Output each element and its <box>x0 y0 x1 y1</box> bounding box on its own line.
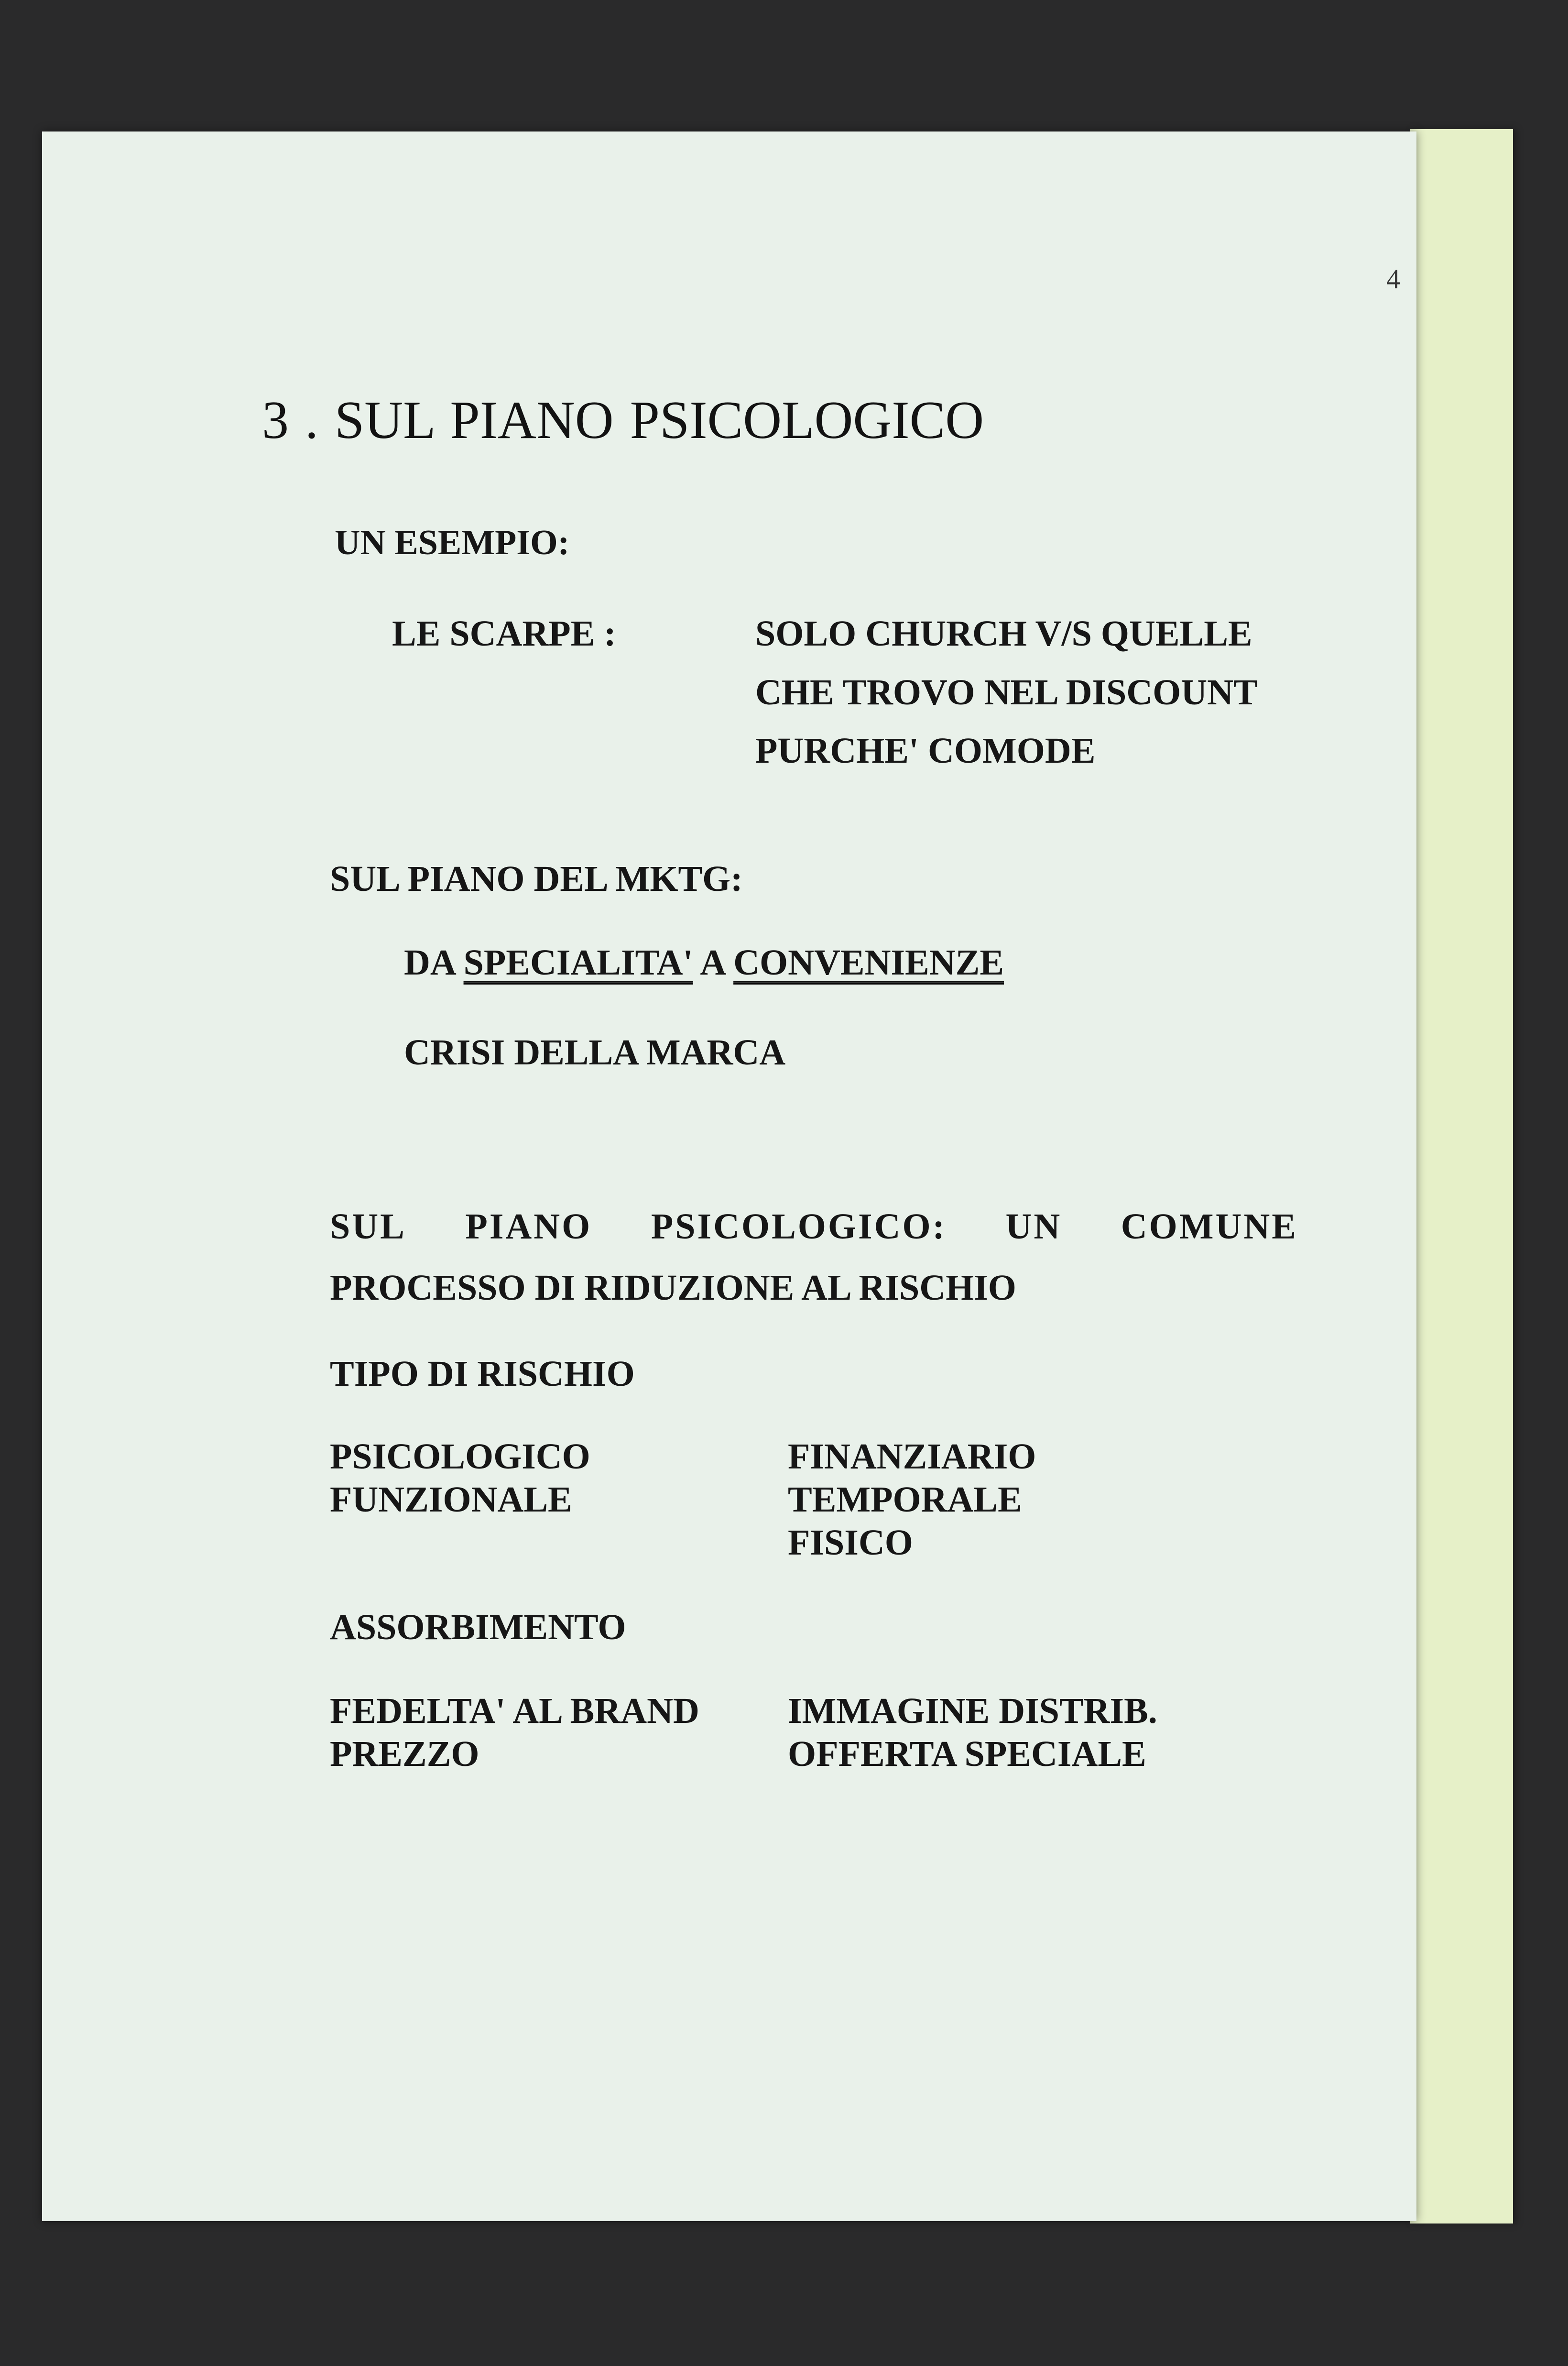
marketing-line-2: CRISI DELLA MARCA <box>404 1032 786 1073</box>
absorption-right-1: IMMAGINE DISTRIB. <box>788 1691 1157 1731</box>
marketing-heading: SUL PIANO DEL MKTG: <box>330 859 743 899</box>
risk-left-1: PSICOLOGICO <box>330 1436 590 1477</box>
example-line-3: PURCHE' COMODE <box>755 731 1096 771</box>
heading-word-3: PSICOLOGICO: <box>651 1206 947 1247</box>
risk-right-2: TEMPORALE <box>788 1479 1022 1520</box>
example-line-1: SOLO CHURCH V/S QUELLE <box>755 613 1252 654</box>
page-number: 4 <box>1386 263 1400 295</box>
absorption-right-2: OFFERTA SPECIALE <box>788 1734 1146 1774</box>
risk-type-heading: TIPO DI RISCHIO <box>330 1354 635 1394</box>
example-line-2: CHE TROVO NEL DISCOUNT <box>755 672 1258 712</box>
section-title: 3 . SUL PIANO PSICOLOGICO <box>262 391 984 450</box>
heading-word-2: PIANO <box>465 1206 592 1247</box>
heading-word-4: UN <box>1005 1206 1062 1247</box>
example-heading: UN ESEMPIO: <box>335 523 570 562</box>
psychological-heading <box>330 1206 1298 1248</box>
absorption-left-2: PREZZO <box>330 1734 479 1774</box>
marketing-prefix: DA <box>404 942 464 983</box>
marketing-middle: A <box>693 942 734 983</box>
specialita-term: SPECIALITA' <box>463 942 693 983</box>
psychological-heading-cont: PROCESSO DI RIDUZIONE AL RISCHIO <box>330 1268 1016 1308</box>
example-label: LE SCARPE : <box>392 613 616 654</box>
heading-word-1: SUL <box>330 1206 406 1247</box>
risk-left-2: FUNZIONALE <box>330 1479 572 1520</box>
divider-tab-strip <box>1410 129 1513 2224</box>
risk-right-3: FISICO <box>788 1523 913 1563</box>
marketing-line-1 <box>404 942 1004 984</box>
heading-word-5: COMUNE <box>1121 1206 1298 1247</box>
convenienze-term: CONVENIENZE <box>733 942 1004 983</box>
absorption-left-1: FEDELTA' AL BRAND <box>330 1691 699 1731</box>
risk-right-1: FINANZIARIO <box>788 1436 1036 1477</box>
absorption-heading: ASSORBIMENTO <box>330 1607 626 1647</box>
